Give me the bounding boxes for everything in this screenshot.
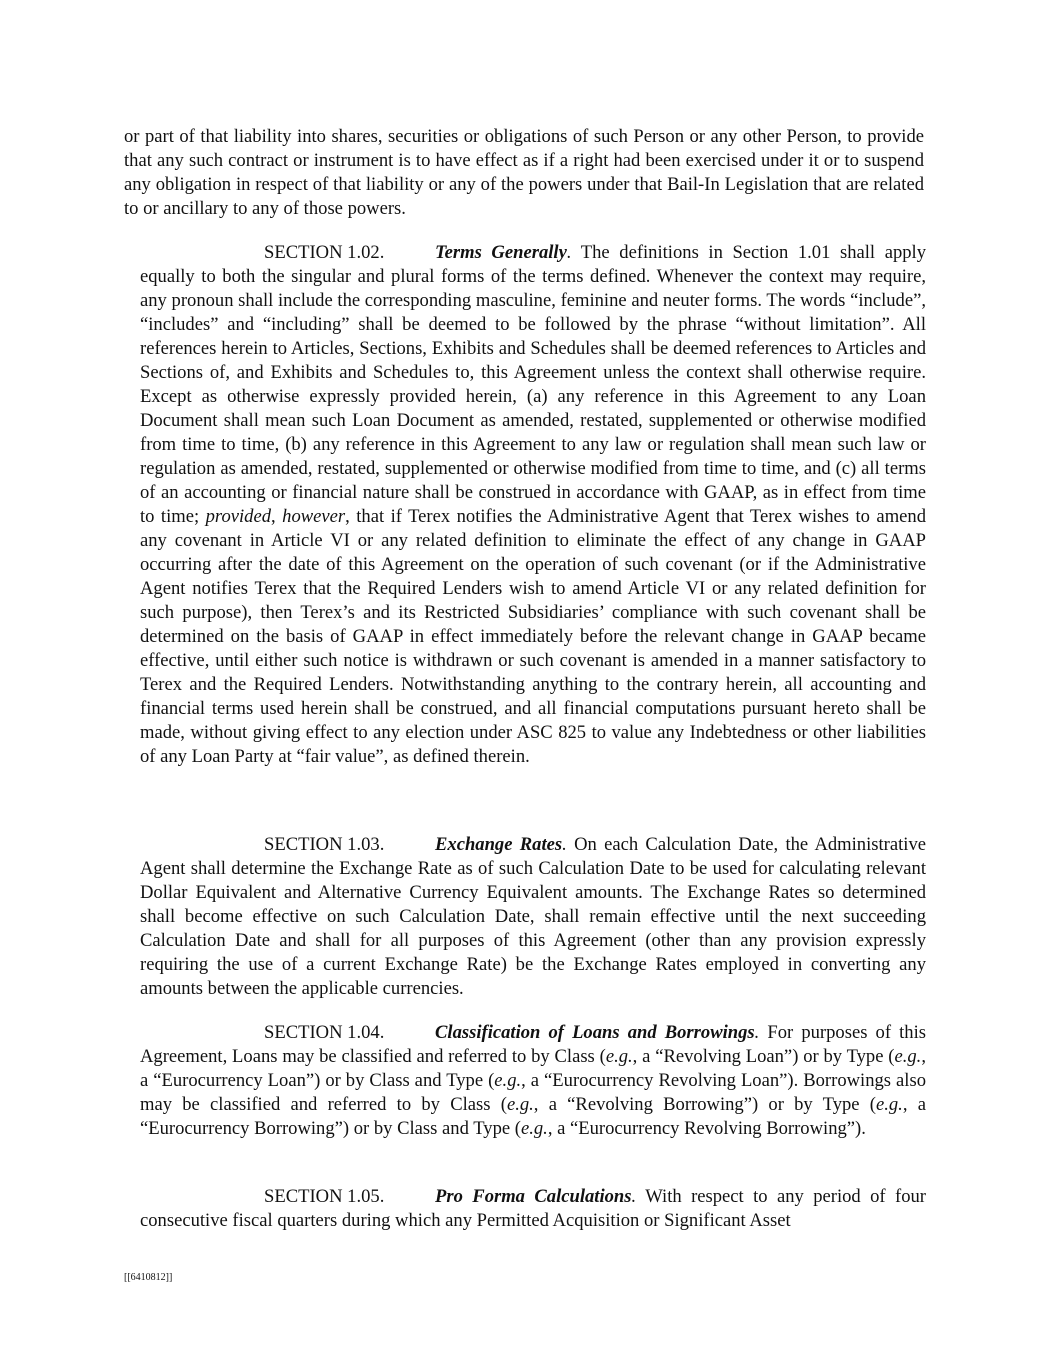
section-1-05 xyxy=(140,1185,926,1233)
section-number: SECTION 1.05. xyxy=(264,1186,385,1207)
paragraph-text: or part of that liability into shares, securities or obligations of such Person or any other Person, to provide that any such contract or instrument is to have effect as if a right had been exercised under it or to suspend any obligation in respect of that liability or any of the powers under that Bail-In Legislation that are related to or ancillary to any of those powers. xyxy=(124,126,924,219)
section-title: Classification of Loans and Borrowings xyxy=(435,1022,755,1043)
section-title: Exchange Rates xyxy=(435,834,563,855)
eg-abbrev: e.g. xyxy=(894,1046,922,1067)
section-1-03 xyxy=(140,833,926,1001)
body-segment: , a “Eurocurrency Revolving Borrowing”). xyxy=(547,1118,866,1139)
body-segment: , a “Revolving Loan”) or by Type ( xyxy=(632,1046,895,1067)
section-body: The definitions in Section 1.01 shall apply equally to both the singular and plural forms of the terms defined. Whenever the context may require, any pronoun shall include the corresponding masculine, feminine and neuter forms. The words “include”, “includes” and “including” shall be deemed to be followed by the phrase “without limitation”. All references herein to Articles, Sections, Exhibits and Schedules shall be deemed references to Articles and Sections of, and Exhibits and Schedules to, this Agreement unless the context shall otherwise require. Except as otherwise expressly provided herein, (a) any reference in this Agreement to any Loan Document shall mean such Loan Document as amended, restated, supplemented or otherwise modified from time to time, (b) any reference in this Agreement to any law or regulation shall mean such law or regulation as amended, restated, supplemented or otherwise modified from time to time, and (c) all terms of an accounting or financial nature shall be construed in accordance with GAAP, as in effect from time to time; xyxy=(140,242,927,527)
document-id-footer: [[6410812]] xyxy=(124,1272,173,1283)
section-title-period: . xyxy=(566,242,572,263)
eg-abbrev: e.g. xyxy=(520,1118,548,1139)
section-number: SECTION 1.02. xyxy=(264,242,385,263)
paragraph-bail-in-continuation xyxy=(124,125,924,221)
body-segment: , a “Eurocurrency Loan”) or by Class and Type ( xyxy=(140,1046,926,1091)
section-number: SECTION 1.04. xyxy=(264,1022,385,1043)
eg-abbrev: e.g. xyxy=(605,1046,633,1067)
body-segment: , a “Eurocurrency Borrowing”) or by Class and Type ( xyxy=(140,1094,926,1139)
section-title-period: . xyxy=(754,1022,760,1043)
section-title-period: . xyxy=(562,834,567,855)
section-1-04 xyxy=(140,1021,926,1141)
section-number: SECTION 1.03. xyxy=(264,834,385,855)
section-1-02 xyxy=(140,241,926,769)
section-title: Terms Generally xyxy=(435,242,567,263)
section-title: Pro Forma Calculations xyxy=(435,1186,632,1207)
provided-term: provided xyxy=(205,506,272,527)
section-title-period: . xyxy=(631,1186,637,1207)
eg-abbrev: e.g. xyxy=(875,1094,903,1115)
eg-abbrev: e.g. xyxy=(494,1070,522,1091)
section-body: On each Calculation Date, the Administrative Agent shall determine the Exchange Rate as of such Calculation Date to be used for calculating relevant Dollar Equivalent and Alternative Currency Equivalent amounts. The Exchange Rates so determined shall become effective on such Calculation Date, shall remain effective until the next succeeding Calculation Date and shall for all purposes of this Agreement (other than any provision expressly requiring the use of a current Exchange Rate) be the Exchange Rates employed in converting any amounts between the applicable currencies. xyxy=(140,834,926,999)
section-body: With respect to any period of four consecutive fiscal quarters during which any Permitted Acquisition or Significant Asset xyxy=(140,1186,926,1231)
body-segment: For purposes of this Agreement, Loans may be classified and referred to by Class ( xyxy=(140,1022,926,1067)
eg-abbrev: e.g. xyxy=(506,1094,534,1115)
body-segment: , a “Revolving Borrowing”) or by Type ( xyxy=(533,1094,876,1115)
section-body-comma: , xyxy=(271,506,283,527)
body-segment: , a “Eurocurrency Revolving Loan”). Borrowings also may be classified and referred to by Class ( xyxy=(140,1070,926,1115)
however-term: however xyxy=(282,506,346,527)
section-body-continued: , that if Terex notifies the Administrative Agent that Terex wishes to amend any covenant in Article VI or any related definition to eliminate the effect of any change in GAAP occurring after the date of this Agreement on the operation of such covenant (or if the Administrative Agent notifies Terex that the Required Lenders wish to amend Article VI or any related definition for such purpose), then Terex’s and its Restricted Subsidiaries’ compliance with such covenant shall be determined on the basis of GAAP in effect immediately before the relevant change in GAAP became effective, until either such notice is withdrawn or such covenant is amended in a manner satisfactory to Terex and the Required Lenders. Notwithstanding anything to the contrary herein, all accounting and financial terms used herein shall be construed, and all financial computations pursuant hereto shall be made, without giving effect to any election under ASC 825 to value any Indebtedness or other liabilities of any Loan Party at “fair value”, as defined therein. xyxy=(140,506,926,767)
